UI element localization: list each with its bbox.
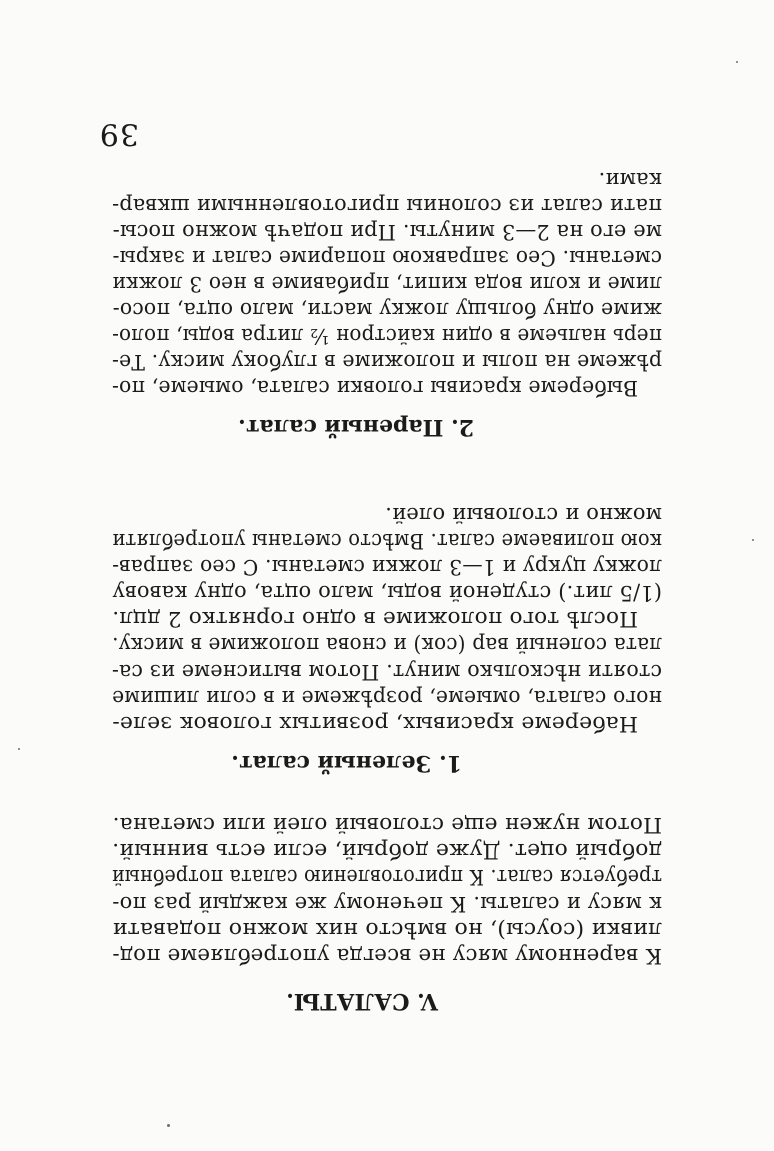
text-line: кою поливаеме салат. Вмѣсто сметаны употребляти	[112, 529, 662, 553]
text-line: Потом нужен еще столовый олей или сметана.	[112, 813, 662, 837]
text-line: Послѣ того положиме в одно горнятко 2 дцл.	[111, 607, 638, 631]
text-line: лата соленый вар (сок) и снова положиме в миску.	[111, 633, 662, 657]
text-line: Выберeме красивы головки салата, омыеме, по-	[111, 376, 638, 400]
scan-speck	[752, 539, 754, 541]
text-line: К варенному мясу не всегда употребляеме под-	[112, 944, 662, 968]
text-line: ливки (соусы), но вмѣсто них можно подавати	[112, 918, 662, 942]
text-line: ложку цукру и 1—3 ложки сметаны. С сео заправ-	[111, 555, 662, 579]
scan-speck	[736, 61, 738, 63]
text-line: жиме одну больщу ложку масти, мало оцта, посо-	[112, 298, 662, 322]
page-number: 39	[98, 116, 139, 151]
text-line: требуется салат. К приготовлению салата потребный	[111, 865, 662, 889]
text-line: Наберeме красивых, розвитых головок зеле-	[112, 712, 638, 736]
scan-speck	[167, 1124, 170, 1127]
text-line: добрый оцет. Дуже добрый, если есть винный.	[111, 839, 662, 863]
chapter-title: V. САЛАТЫ.	[286, 988, 438, 1014]
text-line: пати салат из солониы приготовленными шквар-	[111, 194, 662, 218]
text-line: ками.	[598, 168, 662, 192]
text-line: перь нальеме в один кайстрон ½ литра воды, поло-	[111, 324, 662, 348]
text-line: можно и столовый олей.	[385, 503, 662, 527]
text-line: лиме и коли вода кипит, прибавиме в нео 3 ложки	[112, 272, 662, 296]
text-line: сметаны. Сео заправкою попариме салат и закры-	[112, 246, 662, 270]
section-title: 1. Зеленый салат.	[231, 750, 462, 776]
text-line: ного салата, омыеме, розрѣжеме и в соли лишиме	[111, 686, 662, 710]
text-line: рѣжеме на полы и положиме в глубоку миску. Те-	[111, 350, 662, 374]
section-title: 2. Парeный салат.	[238, 414, 474, 440]
text-line: ме его на 2—3 минуты. При подачѣ можно посы-	[112, 220, 662, 244]
text-line: (1/5 лит.) студеной воды, мало оцта, одну кавову	[112, 581, 662, 605]
scan-speck	[18, 748, 20, 750]
text-line: к мясу и салаты. К печеному же каждый раз по-	[112, 892, 662, 916]
text-line: стояти нѣсколько минут. Потом вытиснеме из са-	[111, 660, 662, 684]
